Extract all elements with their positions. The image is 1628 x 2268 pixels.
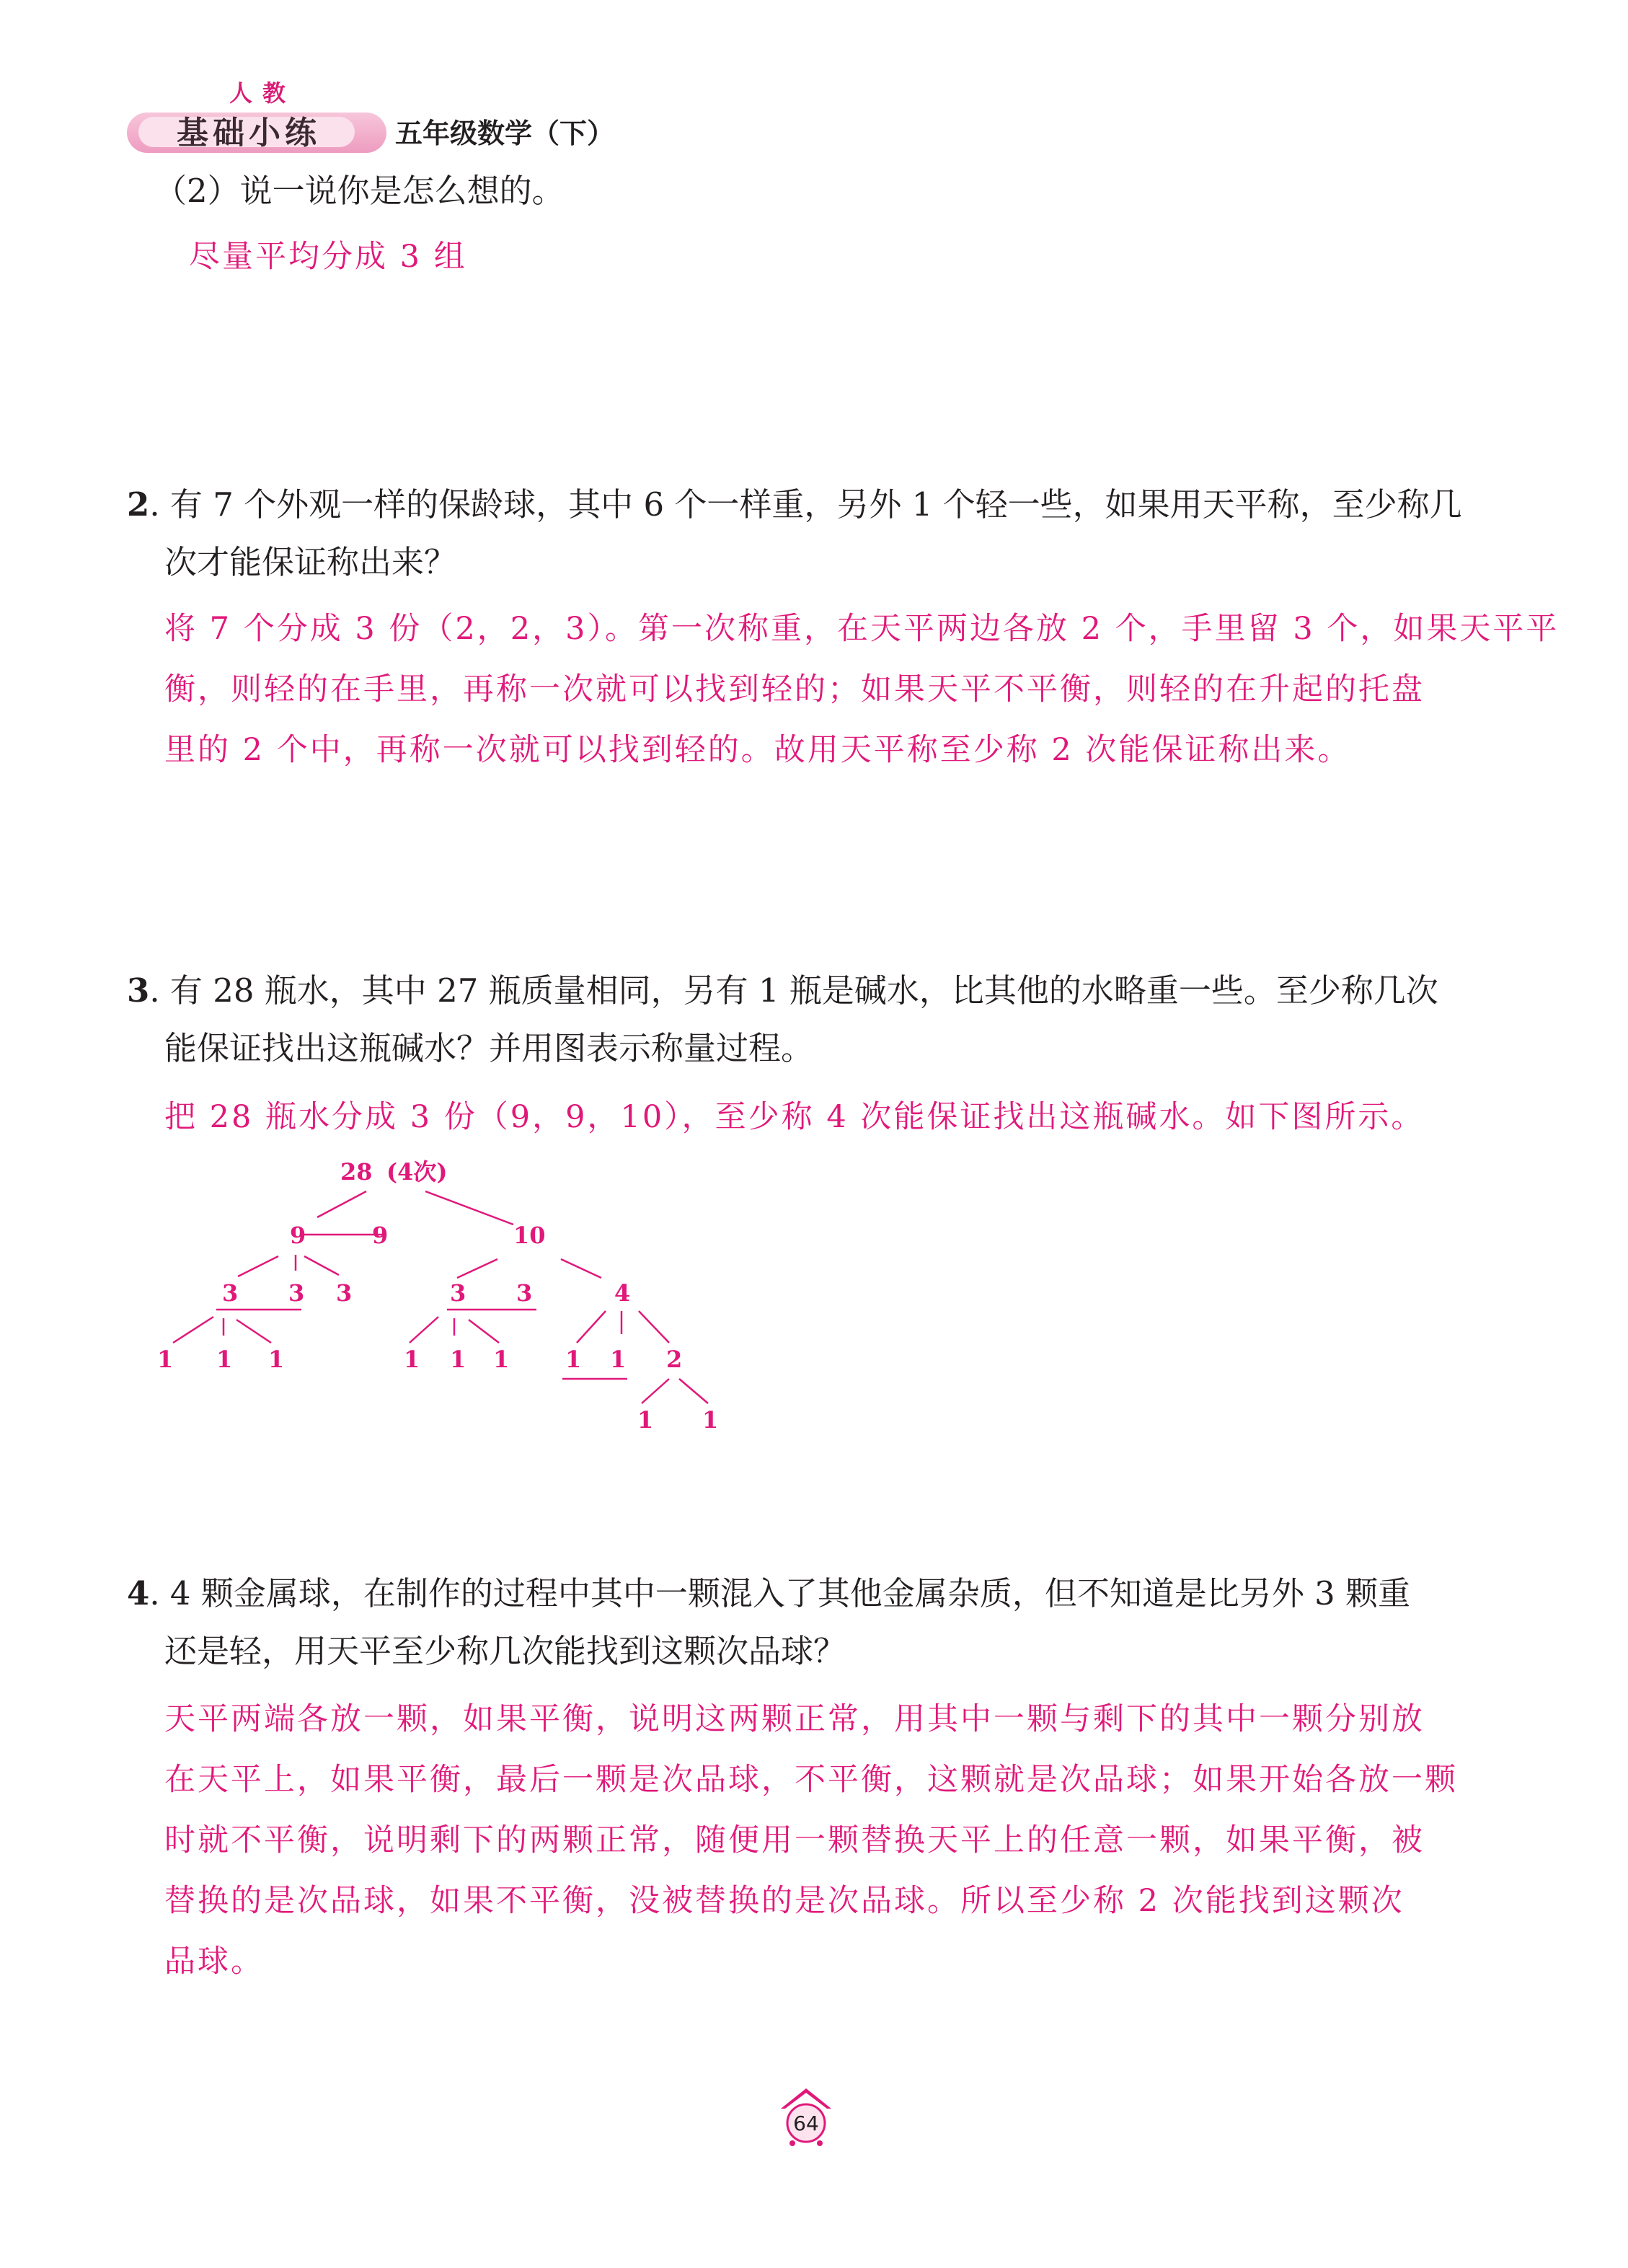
tree-node-l3: 1 (565, 1346, 582, 1373)
tree-edge (304, 1256, 339, 1275)
tree-node-l3: 1 (216, 1346, 233, 1373)
tree-node-l3: 2 (666, 1346, 683, 1373)
badge-foot-left (789, 2140, 795, 2146)
tree-edge (561, 1259, 601, 1278)
tree-edge (173, 1317, 213, 1343)
q4-number: 4 (127, 1574, 150, 1612)
q4-answer-line: 品球。 (164, 1943, 264, 1980)
page-number: 64 (793, 2112, 819, 2135)
tree-node-l3: 1 (268, 1346, 285, 1373)
tree-edge (410, 1317, 438, 1343)
tree-edge (457, 1259, 497, 1278)
q3-number: 3 (127, 971, 150, 1010)
tree-edge (639, 1311, 669, 1343)
q4-answer-line: 时就不平衡，说明剩下的两颗正常，随便用一颗替换天平上的任意一颗，如果平衡，被 (164, 1822, 1425, 1858)
q1-part2-text: （2）说一说你是怎么想的。 (154, 172, 565, 210)
tree-node-l2: 3 (222, 1279, 239, 1307)
q2-number: 2 (127, 485, 150, 524)
tree-node-l1: 9 (290, 1222, 306, 1249)
tree-node-l1: 9 (372, 1222, 389, 1249)
tree-edge (642, 1379, 669, 1403)
page-number-badge (774, 2084, 839, 2149)
tree-node-l3: 1 (450, 1346, 466, 1373)
q3-line2: 能保证找出这瓶碱水？并用图表示称量过程。 (164, 1029, 814, 1067)
tree-node-l2: 3 (450, 1279, 466, 1307)
tree-node-l3: 1 (157, 1346, 174, 1373)
tree-node-l3: 1 (610, 1346, 627, 1373)
publisher-label: 人教 (229, 79, 296, 107)
q4-answer-line: 天平两端各放一颗，如果平衡，说明这两颗正常，用其中一颗与剩下的其中一颗分别放 (164, 1701, 1425, 1737)
q4-question (127, 1565, 1410, 1623)
q2-answer-line: 里的 2 个中，再称一次就可以找到轻的。故用天平称至少称 2 次能保证称出来。 (164, 732, 1351, 768)
book-title: 五年级数学（下） (395, 118, 615, 149)
tree-edge (317, 1191, 366, 1217)
tree-edge (238, 1256, 278, 1276)
q2-line1: . 有 7 个外观一样的保龄球，其中 6 个一样重，另外 1 个轻一些，如果用天平称，至少称几 (149, 485, 1462, 524)
q4-answer-line: 替换的是次品球，如果不平衡，没被替换的是次品球。所以至少称 2 次能找到这颗次 (164, 1883, 1404, 1919)
q2-answer-line: 衡，则轻的在手里，再称一次就可以找到轻的；如果天平不平衡，则轻的在升起的托盘 (164, 671, 1425, 707)
tree-root: 28 (340, 1158, 373, 1186)
tree-node-l1: 10 (513, 1222, 546, 1249)
badge-foot-right (817, 2140, 823, 2146)
tree-node-l4: 1 (702, 1406, 719, 1434)
tree-node-l4: 1 (637, 1406, 654, 1434)
q4-line1: . 4 颗金属球，在制作的过程中其中一颗混入了其他金属杂质，但不知道是比另外 3 颗重 (149, 1574, 1411, 1612)
series-name: 基础小练 (177, 115, 321, 151)
tree-node-l3: 1 (404, 1346, 420, 1373)
tree-node-l3: 1 (493, 1346, 510, 1373)
tree-edge (577, 1311, 606, 1343)
tree-node-l2: 3 (288, 1279, 305, 1307)
tree-edge (679, 1379, 708, 1403)
tree-edge (236, 1320, 271, 1343)
q4-answer-line: 在天平上，如果平衡，最后一颗是次品球，不平衡，这颗就是次品球；如果开始各放一颗 (164, 1762, 1458, 1798)
q3-line1: . 有 28 瓶水，其中 27 瓶质量相同，另有 1 瓶是碱水，比其他的水略重一些。至少称几次 (149, 971, 1438, 1010)
tree-root-note: (4次) (386, 1158, 448, 1186)
q4-line2: 还是轻，用天平至少称几次能找到这颗次品球？ (164, 1632, 846, 1670)
q1-part2-answer: 尽量平均分成 3 组 (189, 239, 467, 275)
tree-node-l2: 3 (336, 1279, 353, 1307)
q3-answer: 把 28 瓶水分成 3 份（9，9，10），至少称 4 次能保证找出这瓶碱水。如下图所示。 (164, 1099, 1425, 1135)
tree-node-l2: 3 (516, 1279, 533, 1307)
tree-edge (425, 1191, 513, 1225)
tree-edge (469, 1320, 499, 1343)
q2-line2: 次才能保证称出来？ (164, 543, 457, 581)
q2-answer-line: 将 7 个分成 3 份（2，2，3）。第一次称重，在天平两边各放 2 个，手里留 3 个，如果天平平 (164, 611, 1560, 647)
tree-node-l2: 4 (614, 1279, 631, 1307)
